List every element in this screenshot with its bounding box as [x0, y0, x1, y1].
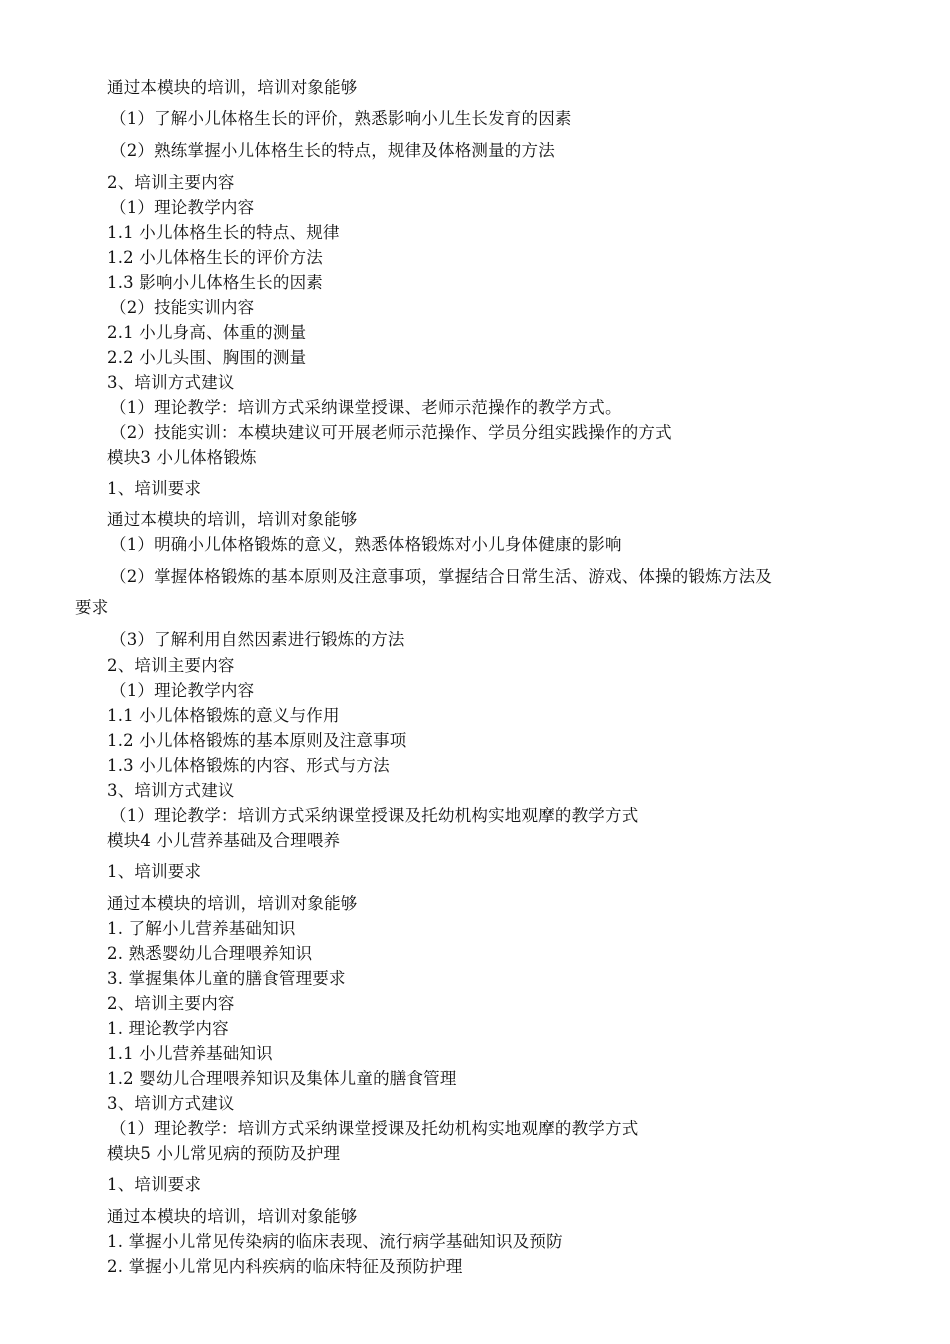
section-heading: 3、培训方式建议 — [107, 1094, 235, 1113]
text-line: 2.2 小儿头围、胸围的测量 — [107, 348, 307, 367]
text-line: （3）了解利用自然因素进行锻炼的方法 — [110, 630, 405, 649]
text-line: 2. 掌握小儿常见内科疾病的临床特征及预防护理 — [107, 1257, 463, 1276]
section-heading: 2、培训主要内容 — [107, 173, 235, 192]
text-line: （1）理论教学：培训方式采纳课堂授课、老师示范操作的教学方式。 — [110, 398, 622, 417]
text-line: 3. 掌握集体儿童的膳食管理要求 — [107, 969, 346, 988]
text-line: 1. 了解小儿营养基础知识 — [107, 919, 296, 938]
text-line: 1.2 小儿体格生长的评价方法 — [107, 248, 323, 267]
text-line: 1. 掌握小儿常见传染病的临床表现、流行病学基础知识及预防 — [107, 1232, 563, 1251]
text-line: （2）掌握体格锻炼的基本原则及注意事项，掌握结合日常生活、游戏、体操的锻炼方法及 — [110, 567, 772, 586]
section-heading: 3、培训方式建议 — [107, 781, 235, 800]
text-line: 1.2 小儿体格锻炼的基本原则及注意事项 — [107, 731, 407, 750]
module-heading: 模块3 小儿体格锻炼 — [107, 448, 257, 467]
section-heading: 1、培训要求 — [107, 862, 202, 881]
text-line: （1）理论教学：培训方式采纳课堂授课及托幼机构实地观摩的教学方式 — [110, 1119, 639, 1138]
text-line: （1）了解小儿体格生长的评价，熟悉影响小儿生长发育的因素 — [110, 109, 572, 128]
section-heading: 1、培训要求 — [107, 1175, 202, 1194]
text-line: 1.2 婴幼儿合理喂养知识及集体儿童的膳食管理 — [107, 1069, 457, 1088]
text-line: 通过本模块的培训，培训对象能够 — [107, 894, 358, 913]
module-heading: 模块4 小儿营养基础及合理喂养 — [107, 831, 341, 850]
text-line: （2）技能实训内容 — [110, 298, 255, 317]
text-line: 要求 — [75, 598, 109, 617]
text-line: 通过本模块的培训，培训对象能够 — [107, 510, 358, 529]
text-line: 1.1 小儿体格生长的特点、规律 — [107, 223, 340, 242]
section-heading: 3、培训方式建议 — [107, 373, 235, 392]
text-line: （2）技能实训：本模块建议可开展老师示范操作、学员分组实践操作的方式 — [110, 423, 672, 442]
section-heading: 2、培训主要内容 — [107, 994, 235, 1013]
text-line: 1.3 影响小儿体格生长的因素 — [107, 273, 323, 292]
text-line: 通过本模块的培训，培训对象能够 — [107, 78, 358, 97]
text-line: 1.1 小儿体格锻炼的意义与作用 — [107, 706, 340, 725]
section-heading: 2、培训主要内容 — [107, 656, 235, 675]
text-line: （1）理论教学：培训方式采纳课堂授课及托幼机构实地观摩的教学方式 — [110, 806, 639, 825]
text-line: 1. 理论教学内容 — [107, 1019, 229, 1038]
section-heading: 1、培训要求 — [107, 479, 202, 498]
text-line: （1）明确小儿体格锻炼的意义，熟悉体格锻炼对小儿身体健康的影响 — [110, 535, 622, 554]
text-line: 1.1 小儿营养基础知识 — [107, 1044, 273, 1063]
text-line: 2.1 小儿身高、体重的测量 — [107, 323, 307, 342]
text-line: （1）理论教学内容 — [110, 198, 255, 217]
text-line: 通过本模块的培训，培训对象能够 — [107, 1207, 358, 1226]
text-line: 1.3 小儿体格锻炼的内容、形式与方法 — [107, 756, 390, 775]
text-line: （2）熟练掌握小儿体格生长的特点，规律及体格测量的方法 — [110, 141, 555, 160]
text-line: 2. 熟悉婴幼儿合理喂养知识 — [107, 944, 313, 963]
text-line: （1）理论教学内容 — [110, 681, 255, 700]
module-heading: 模块5 小儿常见病的预防及护理 — [107, 1144, 341, 1163]
